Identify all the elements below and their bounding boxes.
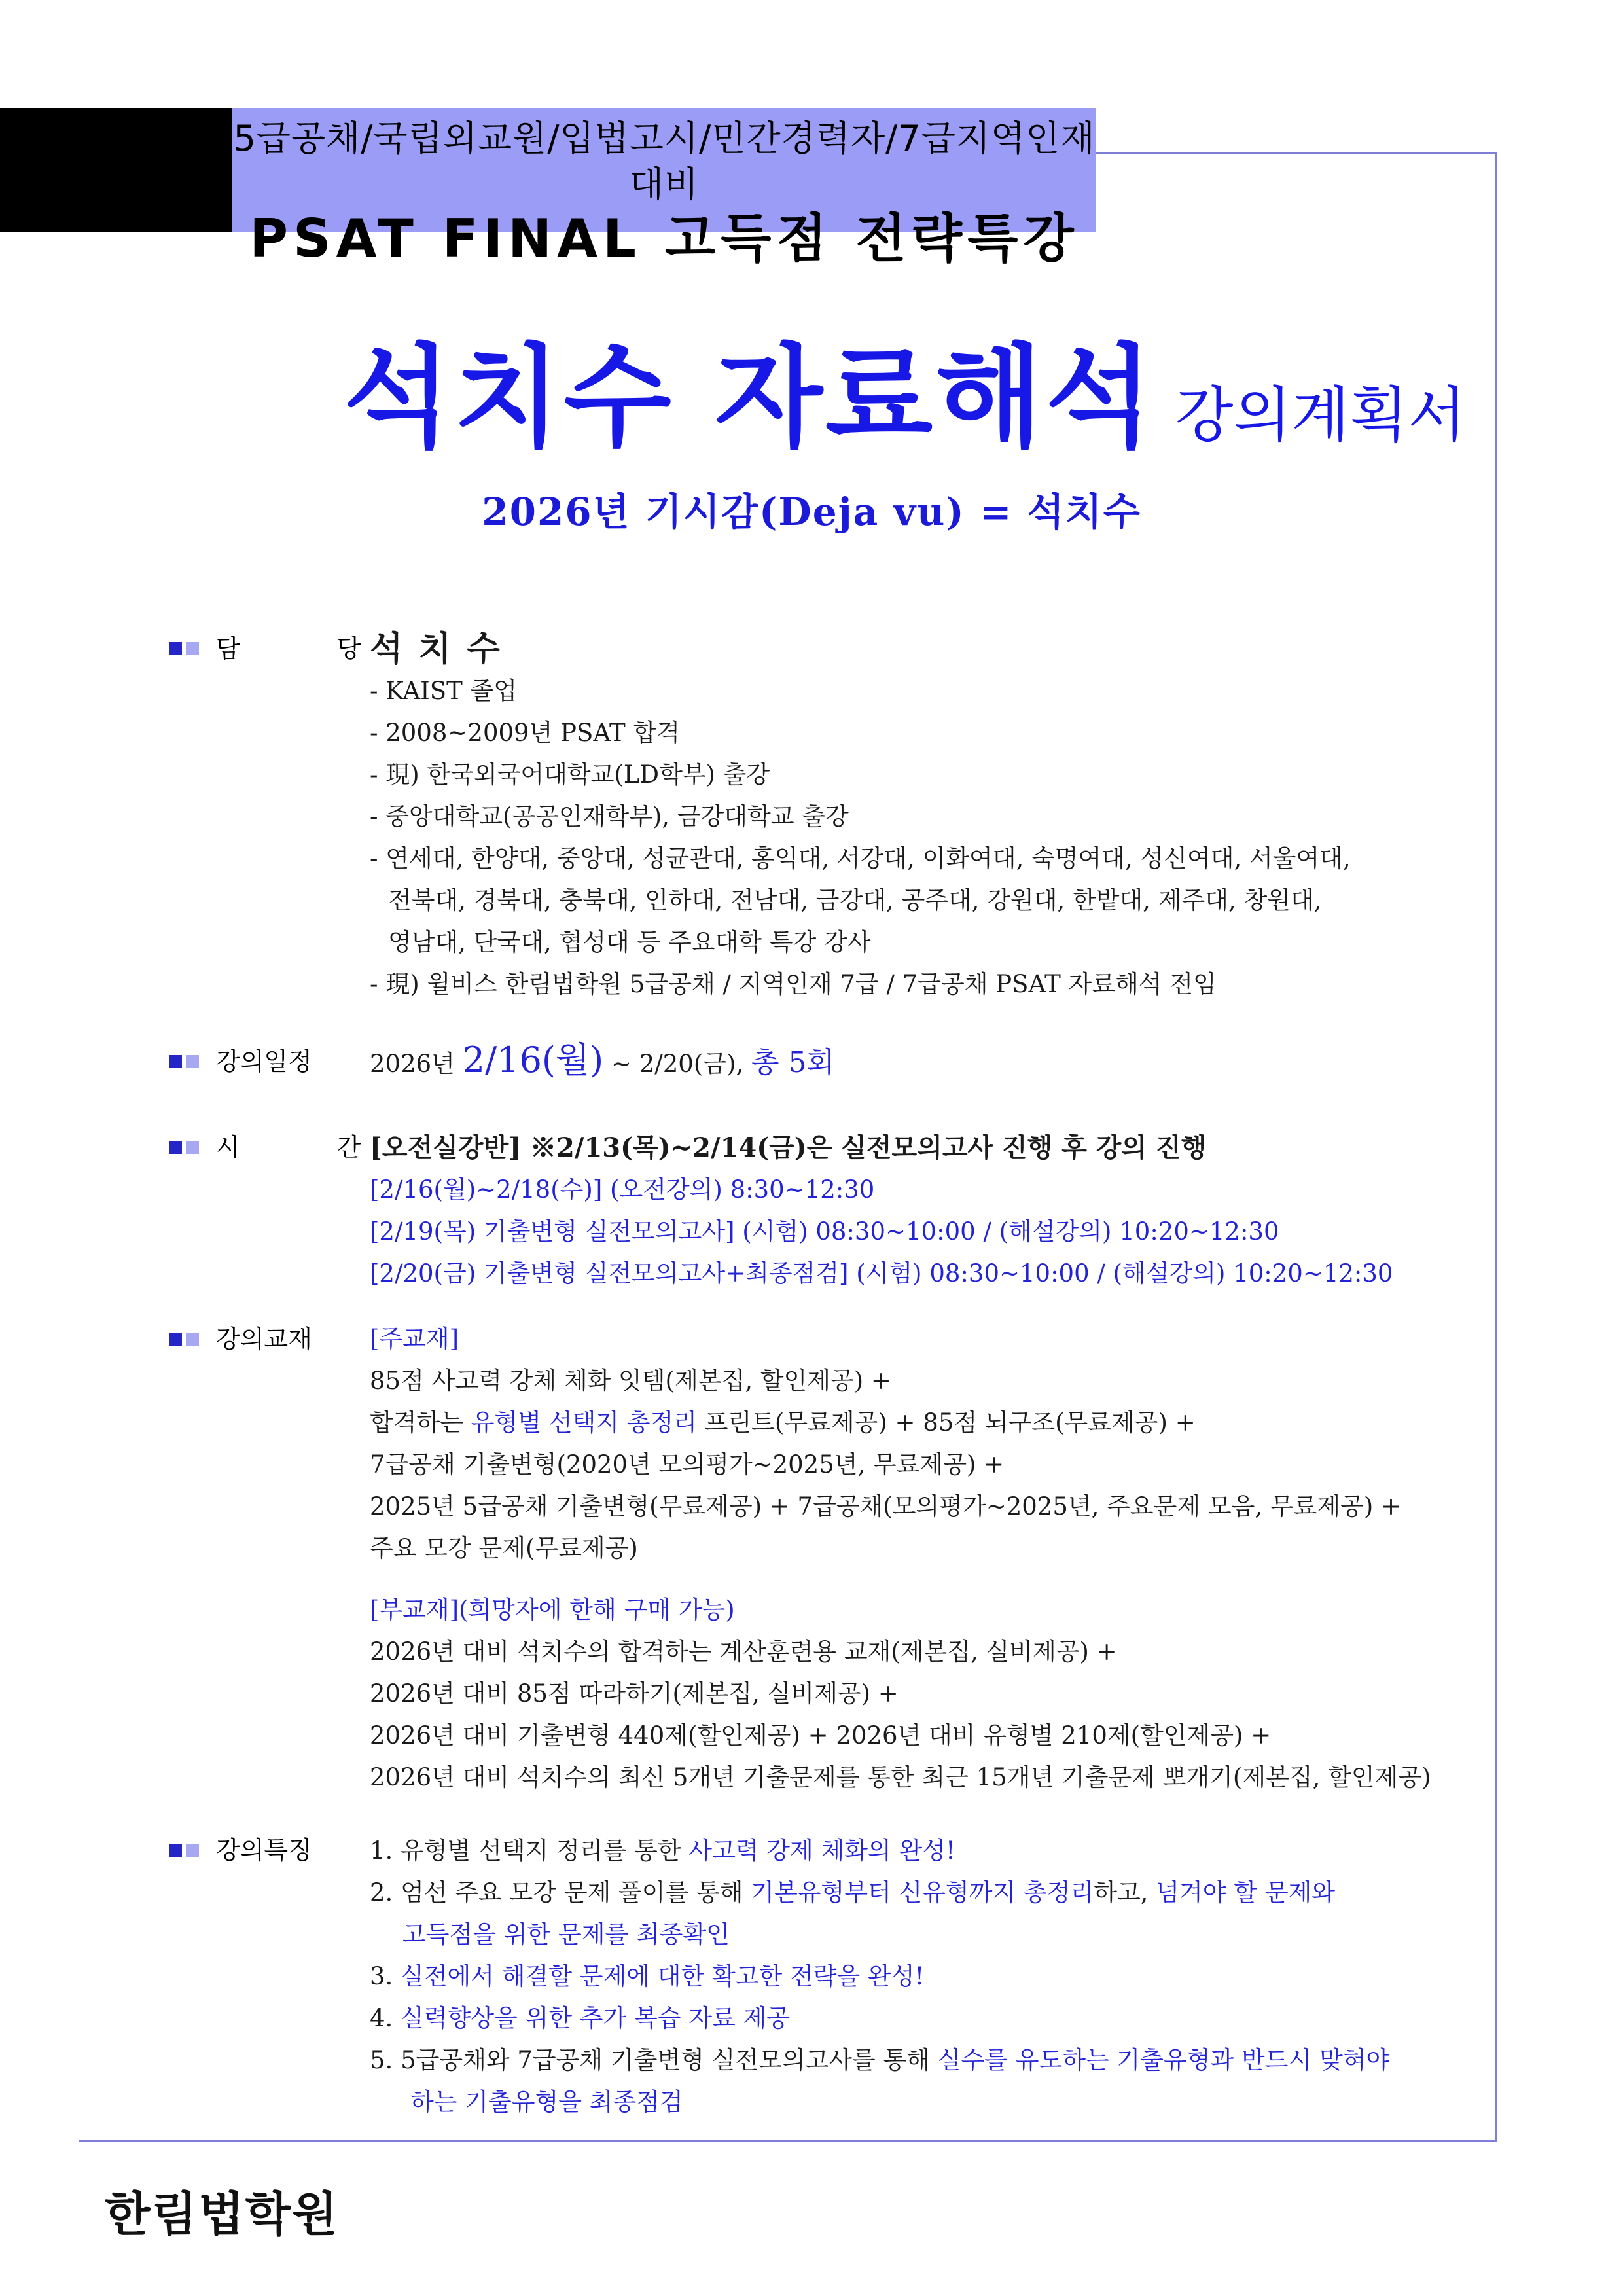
bio-line: - 現) 윌비스 한림법학원 5급공채 / 지역인재 7급 / 7급공채 PSAT 자료해석 전임 bbox=[370, 970, 1217, 998]
feature-item: 4. 실력향상을 위한 추가 복습 자료 제공 bbox=[370, 2004, 791, 2032]
textbook-line: 2026년 대비 석치수의 최신 5개년 기출문제를 통한 최근 15개년 기출문제 뽀개기(제본집, 할인제공) bbox=[370, 1763, 1431, 1791]
bio-line: - 現) 한국외국어대학교(LD학부) 출강 bbox=[370, 761, 770, 789]
frame-top-line bbox=[1096, 152, 1497, 154]
bullet-square-icon bbox=[169, 1844, 182, 1857]
textbook-line: 85점 사고력 강체 체화 잇템(제본집, 할인제공) + bbox=[370, 1367, 891, 1395]
schedule-content bbox=[370, 1039, 834, 1085]
time-note: ※2/13(목)~2/14(금)은 실전모의고사 진행 후 강의 진행 bbox=[530, 1132, 1207, 1163]
section-label-time: 시 간 bbox=[169, 1130, 406, 1165]
bullet-square-light-icon bbox=[186, 1333, 199, 1346]
bio-line: 영남대, 단국대, 협성대 등 주요대학 특강 강사 bbox=[388, 928, 871, 956]
textbook-line: 2025년 5급공채 기출변형(무료제공) + 7급공채(모의평가~2025년, 주요문제 모음, 무료제공) + bbox=[370, 1492, 1402, 1520]
time-content bbox=[370, 1127, 1393, 1295]
section-label-features: 강의특징 bbox=[169, 1833, 312, 1868]
feature-item: 5. 5급공채와 7급공채 기출변형 실전모의고사를 통해 실수를 유도하는 기출유형과 반드시 맞혀야 bbox=[370, 2046, 1390, 2074]
bio-line: - 중앙대학교(공공인재학부), 금강대학교 출강 bbox=[370, 802, 849, 831]
sub-textbook-heading: [부교재](희망자에 한해 구매 가능) bbox=[370, 1596, 735, 1624]
feature-item-continued: 고득점을 위한 문제를 최종확인 bbox=[402, 1920, 730, 1948]
bullet-square-icon bbox=[169, 1141, 182, 1154]
textbook-line: 주요 모강 문제(무료제공) bbox=[370, 1534, 638, 1562]
class-name: [오전실강반] bbox=[370, 1132, 522, 1163]
schedule-total: 총 5회 bbox=[751, 1046, 834, 1079]
title-main: 석치수 자료해석 bbox=[343, 333, 1156, 463]
section-label-schedule: 강의일정 bbox=[169, 1044, 312, 1079]
instructor-content bbox=[370, 628, 1351, 1005]
features-content bbox=[370, 1830, 1389, 2123]
instructor-name: 석치수 bbox=[370, 629, 516, 669]
time-line: [2/16(월)~2/18(수)] (오전강의) 8:30~12:30 bbox=[370, 1175, 875, 1204]
bullet-square-light-icon bbox=[186, 1055, 199, 1068]
frame-right-line bbox=[1495, 152, 1497, 2142]
bio-line: 전북대, 경북대, 충북대, 인하대, 전남대, 금강대, 공주대, 강원대, 한밭대, 제주대, 창원대, bbox=[388, 886, 1322, 914]
textbook-line: 7급공채 기출변형(2020년 모의평가~2025년, 무료제공) + bbox=[370, 1450, 1005, 1479]
bio-line: - KAIST 졸업 bbox=[370, 677, 518, 705]
feature-item: 1. 유형별 선택지 정리를 통한 사고력 강제 체화의 완성! bbox=[370, 1837, 955, 1865]
feature-item-continued: 하는 기출유형을 최종점검 bbox=[410, 2088, 683, 2116]
bullet-square-icon bbox=[169, 642, 182, 655]
textbooks-content bbox=[370, 1318, 1431, 1799]
section-label-textbooks: 강의교재 bbox=[169, 1321, 312, 1357]
section-label-instructor: 담 당 bbox=[169, 631, 406, 666]
document-title bbox=[344, 308, 1466, 468]
header-black-block bbox=[0, 108, 232, 232]
header-title: PSAT FINAL 고득점 전략특강 bbox=[249, 208, 1079, 269]
frame-bottom-line bbox=[79, 2140, 1497, 2142]
bullet-square-light-icon bbox=[186, 642, 199, 655]
textbook-line: 합격하는 유형별 선택지 총정리 프린트(무료제공) + 85점 뇌구조(무료제공) + bbox=[370, 1408, 1196, 1437]
bullet-square-icon bbox=[169, 1055, 182, 1068]
time-line: [2/20(금) 기출변형 실전모의고사+최종점검] (시험) 08:30~10:00 / (해설강의) 10:20~12:30 bbox=[370, 1259, 1393, 1287]
tagline: 2026년 기시감(Deja vu) = 석치수 bbox=[482, 490, 1141, 534]
main-textbook-heading: [주교재] bbox=[370, 1325, 459, 1353]
schedule-start: 2/16(월) bbox=[462, 1039, 604, 1081]
feature-item: 2. 엄선 주요 모강 문제 풀이를 통해 기본유형부터 신유형까지 총정리하고, 넘겨야 할 문제와 bbox=[370, 1878, 1335, 1907]
time-line: [2/19(목) 기출변형 실전모의고사] (시험) 08:30~10:00 / (해설강의) 10:20~12:30 bbox=[370, 1217, 1279, 1246]
bullet-square-icon bbox=[169, 1333, 182, 1346]
academy-logo: 한림법학원 bbox=[105, 2187, 339, 2242]
schedule-range: ~ 2/20(금), bbox=[603, 1050, 744, 1078]
bio-line: - 연세대, 한양대, 중앙대, 성균관대, 홍익대, 서강대, 이화여대, 숙명여대, 성신여대, 서울여대, bbox=[370, 844, 1351, 872]
bio-line: - 2008~2009년 PSAT 합격 bbox=[370, 719, 680, 747]
header-band bbox=[232, 108, 1096, 269]
header-subtitle: 5급공채/국립외교원/입법고시/민간경력자/7급지역인재 대비 bbox=[233, 118, 1096, 205]
textbook-line: 2026년 대비 85점 따라하기(제본집, 실비제공) + bbox=[370, 1679, 899, 1708]
bullet-square-light-icon bbox=[186, 1141, 199, 1154]
title-sub: 강의계획서 bbox=[1175, 380, 1466, 450]
textbook-line: 2026년 대비 기출변형 440제(할인제공) + 2026년 대비 유형별 210제(할인제공) + bbox=[370, 1721, 1272, 1749]
bullet-square-light-icon bbox=[186, 1844, 199, 1857]
schedule-year: 2026년 bbox=[370, 1050, 455, 1078]
feature-item: 3. 실전에서 해결할 문제에 대한 확고한 전략을 완성! bbox=[370, 1962, 925, 1990]
textbook-line: 2026년 대비 석치수의 합격하는 계산훈련용 교재(제본집, 실비제공) + bbox=[370, 1638, 1117, 1666]
